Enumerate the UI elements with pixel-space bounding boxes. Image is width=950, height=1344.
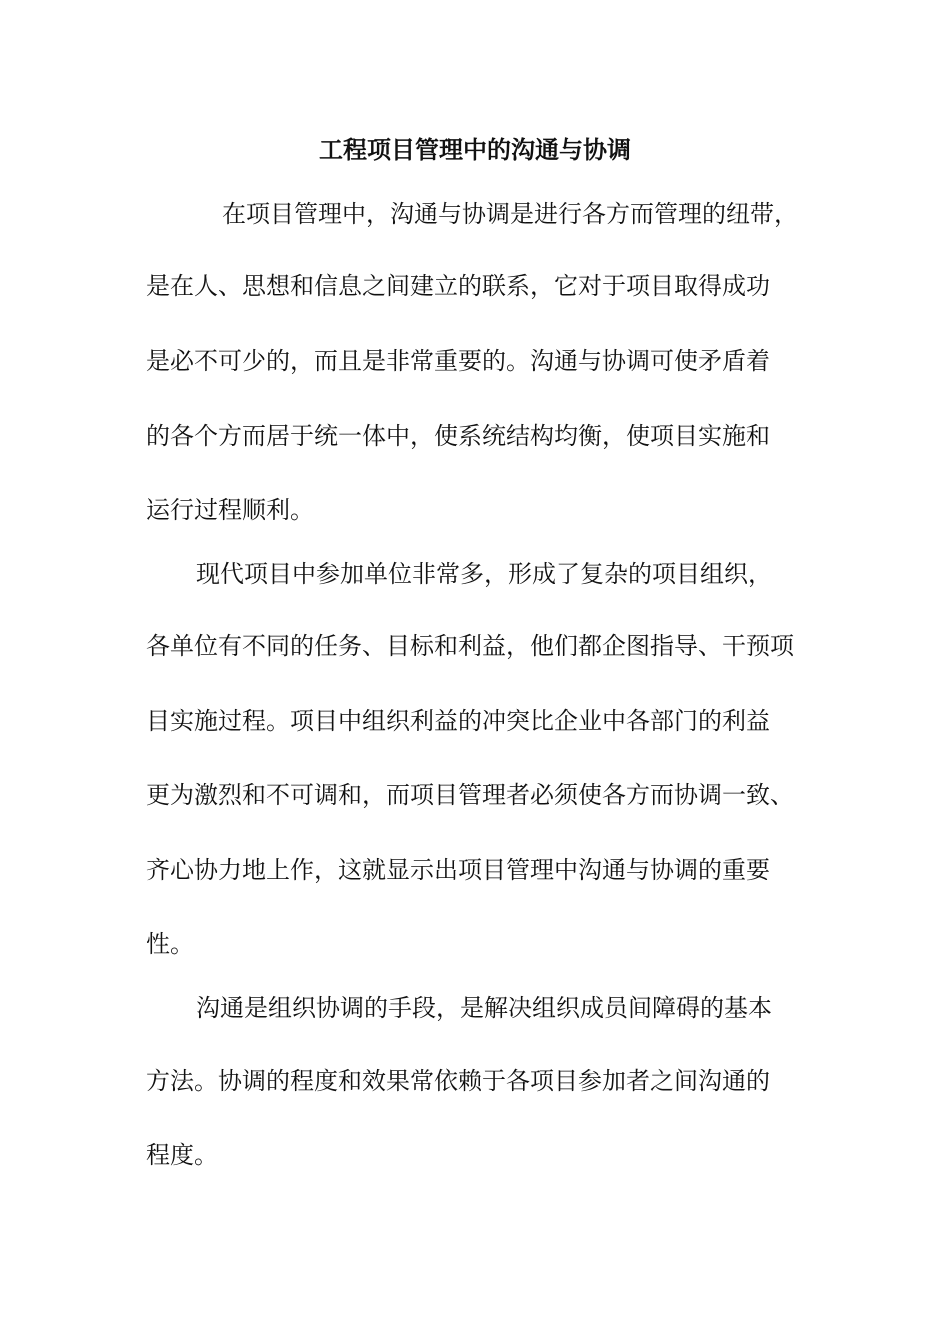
- paragraph-1-line-1: 在项目管理中，沟通与协调是进行各方而管理的纽带，: [222, 200, 798, 228]
- paragraph-2-line-1: 现代项目中参加单位非常多，形成了复杂的项目组织，: [196, 560, 772, 588]
- paragraph-2-line-5: 齐心协力地上作，这就显示出项目管理中沟通与协调的重要: [146, 856, 770, 884]
- paragraph-3-line-2: 方法。协调的程度和效果常依赖于各项目参加者之间沟通的: [146, 1067, 770, 1095]
- paragraph-2-line-6: 性。: [146, 930, 194, 958]
- paragraph-1-line-2: 是在人、思想和信息之间建立的联系，它对于项目取得成功: [146, 272, 770, 300]
- paragraph-1-line-3: 是必不可少的，而且是非常重要的。沟通与协调可使矛盾着: [146, 347, 770, 375]
- document-title: 工程项目管理中的沟通与协调: [319, 135, 631, 164]
- paragraph-3-line-3: 程度。: [146, 1141, 218, 1169]
- paragraph-2-line-2: 各单位有不同的任务、目标和利益，他们都企图指导、干预项: [146, 632, 794, 660]
- paragraph-3-line-1: 沟通是组织协调的手段，是解决组织成员间障碍的基本: [196, 994, 772, 1022]
- paragraph-2-line-4: 更为激烈和不可调和，而项目管理者必须使各方而协调一致、: [146, 781, 794, 809]
- paragraph-2-line-3: 目实施过程。项目中组织利益的冲突比企业中各部门的利益: [146, 707, 770, 735]
- paragraph-1-line-4: 的各个方而居于统一体中，使系统结构均衡，使项目实施和: [146, 422, 770, 450]
- paragraph-1-line-5: 运行过程顺利。: [146, 496, 314, 524]
